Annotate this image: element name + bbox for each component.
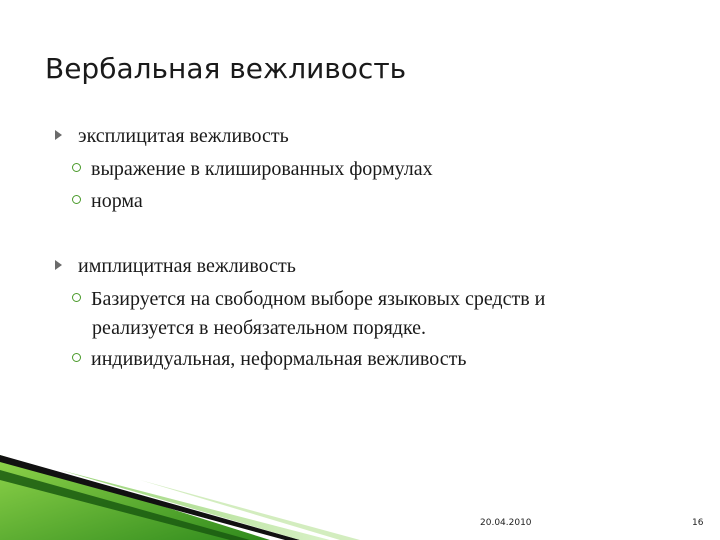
sub-bullet-norm — [72, 190, 143, 213]
ring-bullet-icon — [72, 293, 81, 302]
bullet-explicit-label: эксплицитая вежливость — [78, 125, 289, 147]
arrow-bullet-icon — [55, 260, 62, 270]
ring-bullet-icon — [72, 353, 81, 362]
bullet-explicit — [55, 125, 289, 148]
sub-bullet-individual — [72, 348, 466, 371]
arrow-bullet-icon — [55, 130, 62, 140]
footer-date: 20.04.2010 — [480, 518, 532, 528]
sub-bullet-label: норма — [91, 190, 143, 212]
bullet-implicit-label: имплицитная вежливость — [78, 255, 296, 277]
bullet-implicit — [55, 255, 296, 278]
sub-bullet-label: Базируется на свободном выборе языковых средств и — [91, 288, 546, 310]
slide-number: 16 — [692, 518, 704, 528]
sub-bullet-label: выражение в клишированных формулах — [91, 158, 433, 180]
ring-bullet-icon — [72, 195, 81, 204]
ring-bullet-icon — [72, 163, 81, 172]
sub-bullet-continuation: реализуется в необязательном порядке. — [92, 317, 427, 339]
sub-bullet-clichéd-formulas — [72, 158, 433, 181]
slide-title: Вербальная вежливость — [45, 52, 407, 85]
sub-bullet-free-choice — [72, 288, 545, 311]
sub-bullet-label: индивидуальная, неформальная вежливость — [91, 348, 467, 370]
